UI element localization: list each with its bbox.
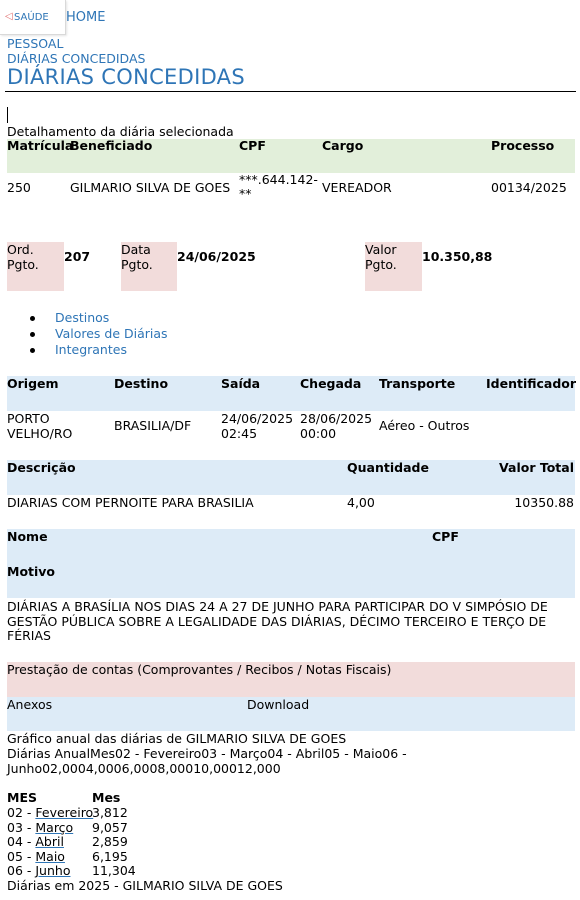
chart-value-label: 6,195	[92, 848, 128, 864]
header-beneficiado: Beneficiado	[70, 138, 153, 153]
bullet-icon	[30, 348, 35, 353]
cell-chegada-time: 00:00	[300, 426, 337, 441]
chart-category-label: 04 - Abril	[7, 834, 64, 849]
breadcrumb-diarias[interactable]: DIÁRIAS CONCEDIDAS	[7, 51, 146, 66]
chart-title: Gráfico anual das diárias de GILMARIO SILVA DE GOES	[7, 731, 347, 746]
text-cursor	[7, 107, 8, 123]
header-valor-total: Valor Total	[499, 460, 574, 475]
header-descricao: Descrição	[7, 460, 76, 475]
header-destino: Destino	[114, 376, 169, 391]
cell-cargo: VEREADOR	[322, 180, 392, 195]
cell-beneficiado: GILMARIO SILVA DE GOES	[70, 180, 231, 195]
header-transporte: Transporte	[379, 376, 456, 391]
header-quantidade: Quantidade	[347, 460, 429, 475]
chart-value-label: 2,859	[92, 834, 128, 849]
chart-fallback-line-1: Diárias AnualMes02 - Fevereiro03 - Março04 - Abril05 - Maio06 -	[7, 746, 407, 761]
integrantes-motivo-block	[7, 529, 575, 598]
cell-quantidade: 4,00	[347, 495, 375, 510]
valores-header-row	[7, 460, 575, 495]
anexos-label: Anexos	[7, 697, 53, 712]
chart-category-label: 03 - Março	[7, 819, 74, 835]
header-saida: Saída	[221, 376, 261, 391]
motivo-line-2: GESTÃO PÚBLICA SOBRE A LEGALIDADE DAS DIÁRIAS, DÉCIMO TERCEIRO E TERÇO DE	[7, 614, 547, 629]
download-link[interactable]: Download	[247, 697, 310, 712]
header-integrante-cpf: CPF	[432, 529, 459, 544]
ord-pgto-value: 207	[64, 249, 91, 264]
breadcrumb-pessoal[interactable]: PESSOAL	[7, 36, 64, 51]
tab-destinos[interactable]: Destinos	[0, 310, 168, 326]
header-matricula: Matrícula	[7, 138, 74, 153]
cell-destino: BRASILIA/DF	[114, 418, 192, 433]
top-navigation	[0, 0, 580, 36]
header-processo: Processo	[491, 138, 555, 153]
header-chegada: Chegada	[300, 376, 362, 391]
cell-valor-total: 10350.88	[514, 495, 574, 510]
saude-label: SAÚDE	[14, 12, 49, 23]
tab-integrantes[interactable]: Integrantes	[0, 342, 168, 358]
cell-saida-date: 24/06/2025	[221, 411, 294, 426]
chart-header-mes-value: Mes	[92, 790, 121, 805]
chart-value-label: 11,304	[92, 863, 136, 878]
motivo-line-3: FÉRIAS	[7, 628, 51, 643]
chart-fallback-line-2: Junho02,0004,0006,0008,00010,00012,000	[7, 761, 281, 776]
chart-value-label: 3,812	[92, 805, 128, 820]
header-identificador: Identificador	[486, 376, 577, 391]
prestacao-contas-label: Prestação de contas (Comprovantes / Recibos / Notas Fiscais)	[7, 662, 392, 677]
chart-header-mes: MES	[7, 790, 37, 805]
cell-saida-time: 02:45	[221, 426, 258, 441]
chart-value-label: 9,057	[92, 819, 128, 835]
bullet-icon	[30, 316, 35, 321]
chart-caption: Diárias em 2025 - GILMARIO SILVA DE GOES	[7, 878, 283, 893]
cell-descricao: DIARIAS COM PERNOITE PARA BRASILIA	[7, 495, 254, 510]
left-arrow-icon: ◁	[5, 11, 13, 22]
chart-category-label: 05 - Maio	[7, 848, 65, 864]
tab-valores-de-diarias[interactable]: Valores de Diárias	[0, 326, 168, 342]
cell-cpf-line1: ***.644.142-	[239, 172, 318, 187]
cell-processo: 00134/2025	[491, 180, 567, 195]
data-pgto-value: 24/06/2025	[177, 249, 256, 264]
header-nome: Nome	[7, 529, 48, 544]
chart-category-label: 06 - Junho	[7, 863, 71, 878]
header-cargo: Cargo	[322, 138, 364, 153]
cell-chegada-date: 28/06/2025	[300, 411, 373, 426]
bullet-icon	[30, 332, 35, 337]
ord-pgto-label: Ord. Pgto.	[7, 242, 64, 291]
cell-cpf-line2: **	[239, 186, 252, 201]
saude-link[interactable]	[0, 0, 66, 35]
motivo-line-1: DIÁRIAS A BRASÍLIA NOS DIAS 24 A 27 DE JUNHO PARA PARTICIPAR DO V SIMPÓSIO DE	[7, 599, 548, 614]
cell-matricula: 250	[7, 180, 31, 195]
valor-pgto-label: Valor Pgto.	[365, 242, 422, 291]
header-cpf: CPF	[239, 138, 266, 153]
cell-origem-line2: VELHO/RO	[7, 426, 73, 441]
data-pgto-label: Data Pgto.	[121, 242, 177, 291]
cell-origem-line1: PORTO	[7, 411, 50, 426]
page-title: DIÁRIAS CONCEDIDAS	[7, 65, 245, 89]
chart-category-label: 02 - Fevereiro	[7, 805, 94, 820]
home-link[interactable]: HOME	[66, 10, 106, 25]
header-motivo: Motivo	[7, 564, 56, 579]
title-divider	[5, 91, 576, 92]
valor-pgto-value: 10.350,88	[422, 249, 493, 264]
header-origem: Origem	[7, 376, 59, 391]
detail-tabs	[0, 310, 168, 358]
cell-transporte: Aéreo - Outros	[379, 418, 470, 433]
detail-heading: Detalhamento da diária selecionada	[7, 124, 234, 139]
